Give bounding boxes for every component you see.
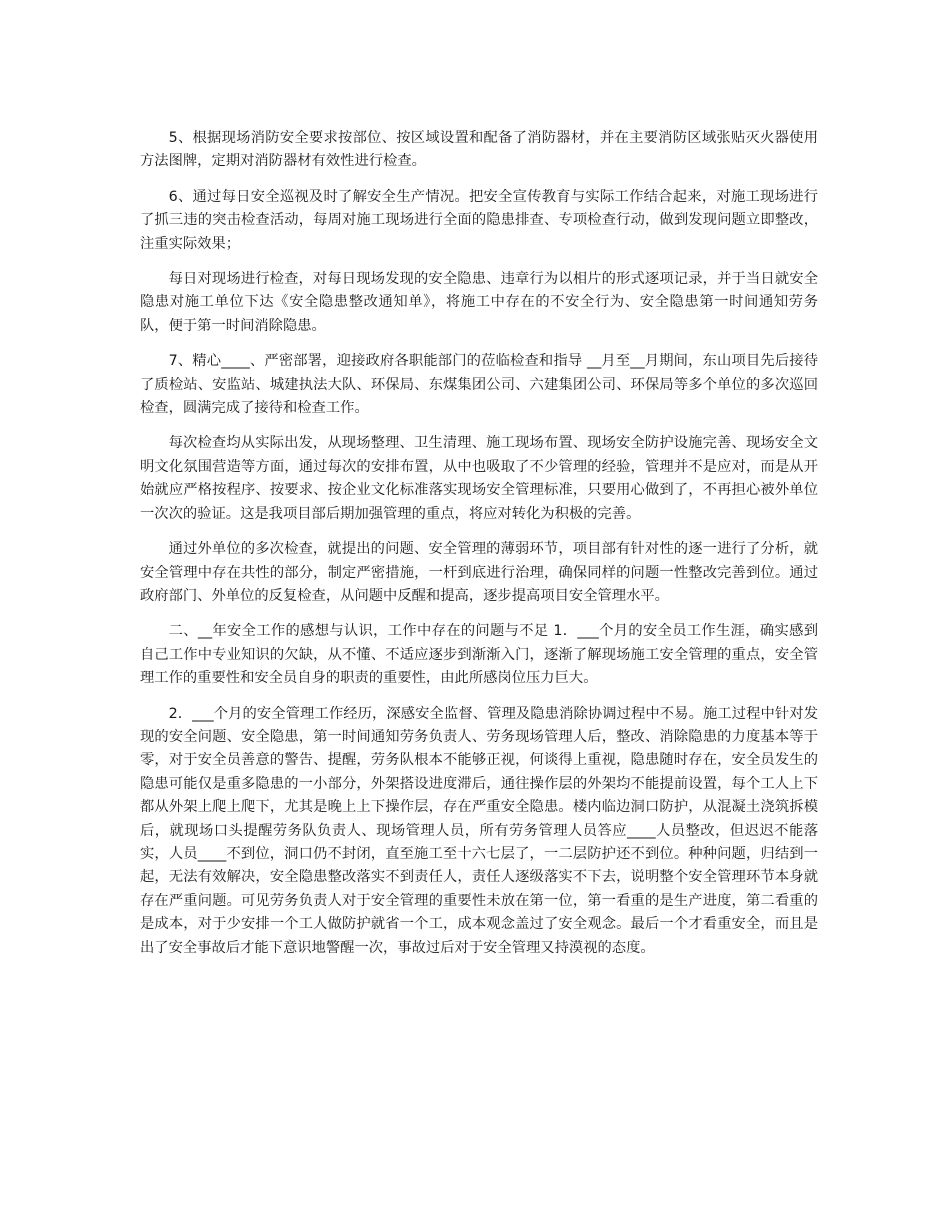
paragraph-each-inspection: 每次检查均从实际出发，从现场整理、卫生清理、施工现场布置、现场安全防护设施完善、现场安全文明文化氛围营造等方面，通过每次的安排布置，从中也吸取了不少管理的经验，管理并不是应对，而是从开始就应严格按程序、按要求、按企业文化标准落实现场安全管理标准，只要用心做到了，不再担心被外单位一次次的验证。这是我项目部后期加强管理的重点，将应对转化为积极的完善。: [140, 435, 818, 522]
paragraph-management-experience: 2．___个月的安全管理工作经历，深感安全监督、管理及隐患消除协调过程中不易。施工过程中针对发现的安全问题、安全隐患，第一时间通知劳务负责人、劳务现场管理人后，整改、消除隐患的力度基本等于零，对于安全员善意的警告、提醒，劳务队根本不能够正视，何谈得上重视，隐患随时存在，安全员发生的隐患可能仅是重多隐患的一小部分，外架搭设进度滞后，通往操作层的外架均不能提前设置，每个工人上下都从外架上爬上爬下，尤其是晚上上下操作层，存在严重安全隐患。楼内临边洞口防护，从混凝土浇筑拆模后，就现场口头提醒劳务队负责人、现场管理人员，所有劳务管理人员答应____人员整改，但迟迟不能落实，人员____不到位，洞口仍不封闭，直至施工至十六七层了，一二层防护还不到位。种种问题，归结到一起，无法有效解决，安全隐患整改落实不到责任人，责任人逐级落实不下去，说明整个安全管理环节本身就存在严重问题。可见劳务负责人对于安全管理的重要性未放在第一位，第一看重的是生产进度，第二看重的是成本，对于少安排一个工人做防护就省一个工，成本观念盖过了安全观念。最后一个才看重安全，而且是出了安全事故后才能下意识地警醒一次，事故过后对于安全管理又持漠视的态度。: [140, 705, 818, 956]
paragraph-fire-equipment: 5、根据现场消防安全要求按部位、按区域设置和配备了消防器材，并在主要消防区域张贴灭火器使用方法图牌，定期对消防器材有效性进行检查。: [140, 130, 818, 170]
document-body: [140, 127, 818, 972]
paragraph-daily-records: 每日对现场进行检查，对每日现场发现的安全隐患、违章行为以相片的形式逐项记录，并于当日就安全隐患对施工单位下达《安全隐患整改通知单》，将施工中存在的不安全行为、安全隐患第一时间通知劳务队，便于第一时间消除隐患。: [140, 271, 818, 334]
paragraph-external-inspection: 通过外单位的多次检查，就提出的问题、安全管理的薄弱环节，项目部有针对性的逐一进行了分析，就安全管理中存在共性的部分，制定严密措施，一杆到底进行治理，确保同样的问题一性整改完善到位。通过政府部门、外单位的反复检查，从问题中反醒和提高，逐步提高项目安全管理水平。: [140, 541, 818, 604]
paragraph-daily-inspection: 6、通过每日安全巡视及时了解安全生产情况。把安全宣传教育与实际工作结合起来，对施工现场进行了抓三违的突击检查活动，每周对施工现场进行全面的隐患排查、专项检查行动，做到发现问题立即整改，注重实际效果；: [140, 188, 818, 252]
paragraph-reflections: 二、__年安全工作的感想与认识，工作中存在的问题与不足 1．___个月的安全员工作生涯，确实感到自己工作中专业知识的欠缺，从不懂、不适应逐步到渐渐入门，逐渐了解现场施工安全管理的重点，安全管理工作的重要性和安全员自身的职责的重要性，由此所感岗位压力巨大。: [140, 623, 818, 687]
paragraph-government-inspection: 7、精心____、严密部署，迎接政府各职能部门的莅临检查和指导 __月至__月期间，东山项目先后接待了质检站、安监站、城建执法大队、环保局、东煤集团公司、六建集团公司、环保局等多个单位的多次巡回检查，圆满完成了接待和检查工作。: [140, 353, 818, 417]
